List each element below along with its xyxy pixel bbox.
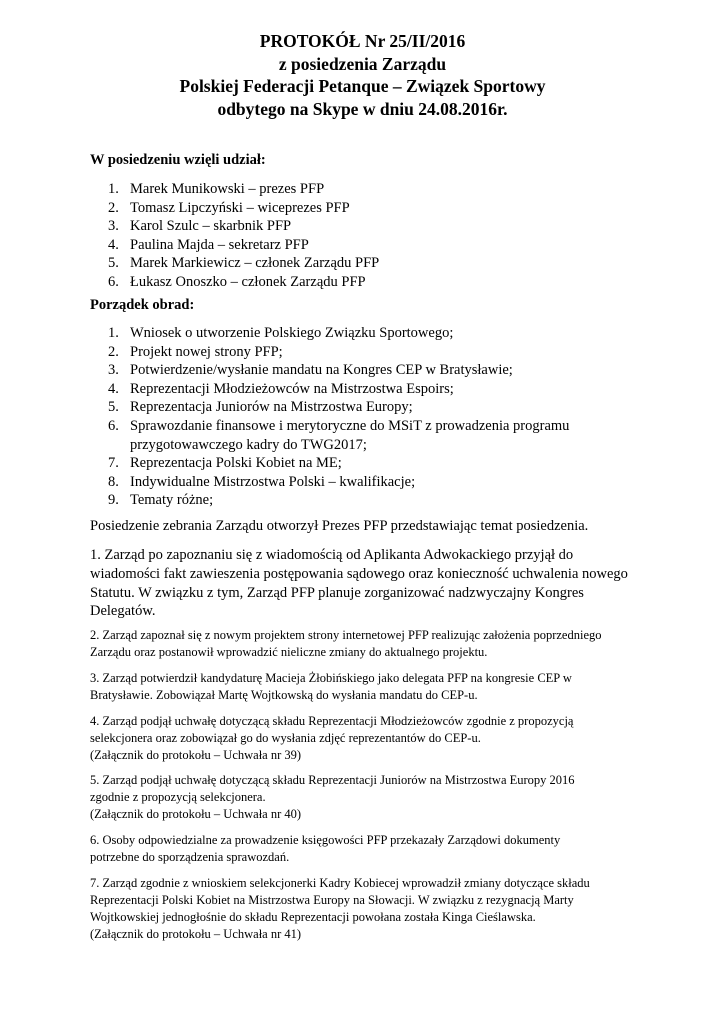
- title-line-3: Polskiej Federacji Petanque – Związek Sportowy: [179, 76, 546, 96]
- point-1-paragraph: 1. Zarząd po zapoznaniu się z wiadomością od Aplikanta Adwokackiego przyjął do wiadomości fakt zawieszenia postępowania sądowego oraz konieczność uchwalenia nowego Statutu. W związku z tym, Zarząd PFP planuje zorganizować nadzwyczajny Kongres Delegatów.: [90, 547, 628, 620]
- intro-paragraph: Posiedzenie zebrania Zarządu otworzył Prezes PFP przedstawiając temat posiedzenia.: [90, 518, 589, 534]
- point-5-paragraph: 5. Zarząd podjął uchwałę dotyczącą składu Reprezentacji Juniorów na Mistrzostwa Europy 2016 zgodnie z propozycją selekcjonera. (Załącznik do protokołu – Uchwała nr 40): [90, 773, 575, 821]
- list-item: 1. Wniosek o utworzenie Polskiego Związku Sportowego;: [108, 325, 454, 341]
- title-line-4: odbytego na Skype w dniu 24.08.2016r.: [217, 98, 508, 119]
- list-item: 5. Marek Markiewicz – członek Zarządu PFP: [108, 255, 380, 272]
- title-line-2: z posiedzenia Zarządu: [278, 53, 447, 74]
- list-item: 5. Reprezentacja Juniorów na Mistrzostwa Europy;: [108, 399, 413, 416]
- agenda-list: [108, 324, 628, 510]
- list-item: 3. Potwierdzenie/wysłanie mandatu na Kongres CEP w Bratysławie;: [108, 362, 513, 379]
- participants-heading: W posiedzeniu wzięli udział:: [90, 152, 266, 168]
- point-3-paragraph: 3. Zarząd potwierdził kandydaturę Macieja Żłobińskiego jako delegata PFP na kongresie CEP w Bratysławie. Zobowiązał Martę Wojtkowską do wysłania mandatu do CEP-u.: [90, 671, 572, 702]
- list-item: 2. Tomasz Lipczyński – wiceprezes PFP: [108, 199, 350, 216]
- document-title: [0, 30, 725, 120]
- point-7-paragraph: 7. Zarząd zgodnie z wnioskiem selekcjonerki Kadry Kobiecej wprowadził zmiany dotyczące składu Reprezentacji Polski Kobiet na Mistrzostwa Europy na Słowacji. W związku z rezygnacją Marty Wojtkowskiej jednogłośnie do składu Reprezentacji powołana została Kinga Cieślawska. (Załącznik do protokołu – Uchwała nr 41): [90, 876, 590, 941]
- list-item: 4. Reprezentacji Młodzieżowców na Mistrzostwa Espoirs;: [108, 380, 454, 397]
- list-item: 2. Projekt nowej strony PFP;: [108, 343, 283, 360]
- point-4-paragraph: 4. Zarząd podjął uchwałę dotyczącą składu Reprezentacji Młodzieżowców zgodnie z propozycją selekcjonera oraz zobowiązał go do wysłania zdjęć reprezentantów do CEP-u. (Załącznik do protokołu – Uchwała nr 39): [90, 714, 574, 762]
- list-item: 1. Marek Munikowski – prezes PFP: [108, 181, 325, 197]
- agenda-heading: Porządek obrad:: [90, 297, 195, 313]
- participants-list: [108, 180, 628, 292]
- list-item: 6. Sprawozdanie finansowe i merytoryczne do MSiT z prowadzenia programu przygotowawczego kadry do TWG2017;: [108, 417, 570, 453]
- list-item: 7. Reprezentacja Polski Kobiet na ME;: [108, 455, 342, 472]
- title-line-1: PROTOKÓŁ Nr 25/II/2016: [259, 31, 466, 51]
- list-item: 6. Łukasz Onoszko – członek Zarządu PFP: [108, 273, 366, 290]
- list-item: 8. Indywidualne Mistrzostwa Polski – kwalifikacje;: [108, 473, 416, 490]
- point-2-paragraph: 2. Zarząd zapoznał się z nowym projektem strony internetowej PFP realizując założenia poprzedniego Zarządu oraz postanowił wprowadzić nieliczne zmiany do aktualnego projektu.: [90, 628, 602, 659]
- list-item: 9. Tematy różne;: [108, 492, 214, 509]
- point-6-paragraph: 6. Osoby odpowiedzialne za prowadzenie księgowości PFP przekazały Zarządowi dokumenty potrzebne do sporządzenia sprawozdań.: [90, 833, 561, 864]
- list-item: 4. Paulina Majda – sekretarz PFP: [108, 236, 309, 253]
- list-item: 3. Karol Szulc – skarbnik PFP: [108, 218, 292, 235]
